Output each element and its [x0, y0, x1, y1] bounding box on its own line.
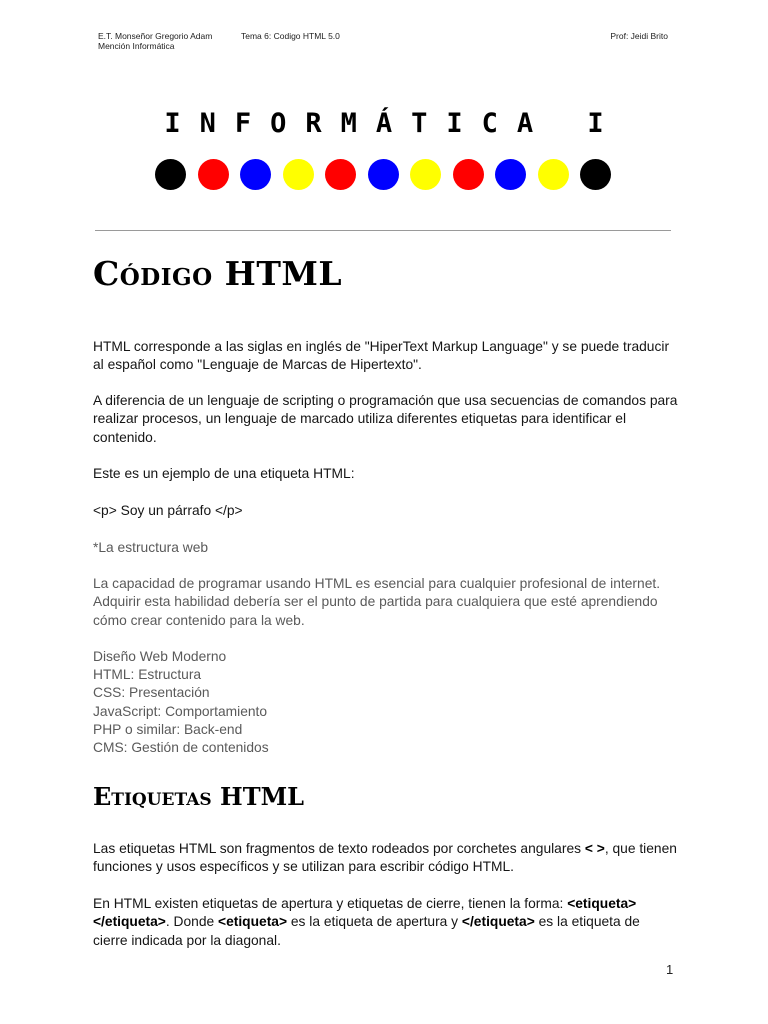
color-dot	[198, 159, 229, 190]
text-run: es la etiqueta de cierre indicada por la diagonal.	[93, 914, 640, 948]
text-run: . Donde	[165, 914, 219, 930]
bold-close-tag: </etiqueta>	[93, 914, 166, 930]
list-item: Diseño Web Moderno	[93, 649, 227, 664]
web-design-list	[93, 648, 269, 757]
color-dot	[283, 159, 314, 190]
paragraph-web-structure: *La estructura web	[93, 540, 209, 555]
paragraph-tags-open-close	[93, 895, 678, 950]
header-topic: Tema 6: Codigo HTML 5.0	[241, 31, 340, 41]
text-run: , que tienen funciones y usos específicos y se utilizan para escribir código HTML.	[93, 841, 677, 875]
list-item: HTML: Estructura	[93, 667, 202, 683]
paragraph-difference: A diferencia de un lenguaje de scripting o programación que usa secuencias de comandos para realizar procesos, un lenguaje de marcado utiliza diferentes etiquetas para identificar el contenido.	[93, 393, 678, 445]
section-title-codigo-html: Código HTML	[93, 254, 343, 293]
page-header	[98, 31, 668, 57]
bold-open-tag: <etiqueta>	[218, 914, 288, 930]
color-dot	[580, 159, 611, 190]
course-title: INFORMÁTICA I	[164, 108, 623, 139]
bold-close-tag: </etiqueta>	[461, 914, 535, 930]
list-item: JavaScript: Comportamiento	[93, 703, 268, 719]
header-mention: Mención Informática	[98, 41, 175, 51]
color-dot	[538, 159, 569, 190]
divider	[95, 230, 671, 231]
paragraph-example-code: <p> Soy un párrafo </p>	[93, 503, 243, 518]
color-dot	[453, 159, 484, 190]
color-dot	[240, 159, 271, 190]
paragraph-capacity: La capacidad de programar usando HTML es esencial para cualquier profesional de internet. Adquirir esta habilidad debería ser el punto de partida para cualquiera que esté aprendiendo cómo crear contenido para la web.	[93, 576, 661, 628]
header-school: E.T. Monseñor Gregorio Adam	[98, 31, 213, 41]
section-title-etiquetas-html: Etiquetas HTML	[93, 782, 305, 811]
paragraph-tags-definition	[93, 840, 678, 877]
color-dot	[495, 159, 526, 190]
list-item: CMS: Gestión de contenidos	[93, 740, 269, 756]
color-dot	[155, 159, 186, 190]
color-dots	[155, 159, 615, 190]
header-teacher: Prof: Jeidi Brito	[610, 31, 668, 41]
color-dot	[368, 159, 399, 190]
color-dot	[410, 159, 441, 190]
bold-brackets: < >	[584, 841, 605, 856]
paragraph-example-intro: Este es un ejemplo de una etiqueta HTML:	[93, 466, 355, 481]
list-item: PHP o similar: Back-end	[93, 721, 243, 737]
paragraph-intro: HTML corresponde a las siglas en inglés de "HiperText Markup Language" y se puede traducir al español como "Lenguaje de Marcas de Hipertexto".	[93, 339, 670, 373]
text-run: es la etiqueta de apertura y	[287, 914, 462, 930]
list-item: CSS: Presentación	[93, 685, 210, 701]
color-dot	[325, 159, 356, 190]
page-number: 1	[666, 962, 674, 977]
text-run: Las etiquetas HTML son fragmentos de texto rodeados por corchetes angulares	[93, 841, 585, 856]
bold-open-tag: <etiqueta>	[567, 896, 637, 911]
text-run: En HTML existen etiquetas de apertura y etiquetas de cierre, tienen la forma:	[93, 896, 568, 911]
